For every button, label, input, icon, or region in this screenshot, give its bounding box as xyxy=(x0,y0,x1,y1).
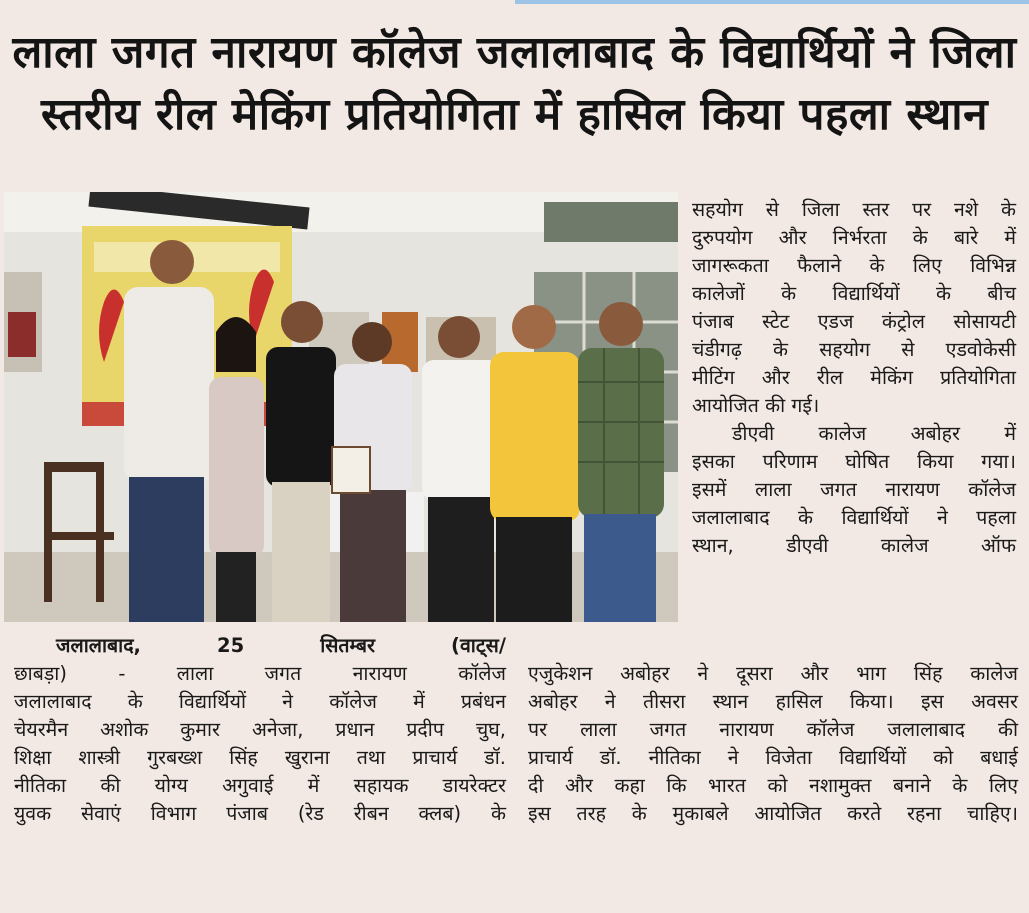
text-line: सहयोग से जिला स्तर पर नशे के xyxy=(692,198,1016,221)
text-line: शिक्षा शास्त्री गुरबख्श सिंह खुराना तथा प्राचार्य डॉ. xyxy=(14,746,506,769)
headline-line-2: स्तरीय रील मेकिंग प्रतियोगिता में हासिल किया पहला स्थान xyxy=(40,89,989,140)
article-paragraph-1 xyxy=(692,196,1016,420)
text-line: मीटिंग और रील मेकिंग प्रतियोगिता xyxy=(692,366,1016,389)
text-line: नीतिका की योग्य अगुवाई में सहायक डायरेक्टर xyxy=(14,774,506,797)
text-line: एजुकेशन अबोहर ने दूसरा और भाग सिंह कालेज xyxy=(528,662,1018,685)
text-line: छाबड़ा) - लाला जगत नारायण कॉलेज xyxy=(14,662,506,685)
text-line: जलालाबाद के विद्यार्थियों ने कॉलेज में प्रबंधन xyxy=(14,690,506,713)
text-line: युवक सेवाएं विभाग पंजाब (रेड रीबन क्लब) के xyxy=(14,802,506,825)
text-line: कालेजों के विद्यार्थियों के बीच xyxy=(692,282,1016,305)
text-line: दुरुपयोग और निर्भरता के बारे में xyxy=(692,226,1016,249)
text-line: पंजाब स्टेट एडज कंट्रोल सोसायटी xyxy=(692,310,1016,333)
text-line: इसका परिणाम घोषित किया गया। xyxy=(692,450,1016,473)
article-column-left-lower xyxy=(14,632,506,828)
text-line: चेयरमैन अशोक कुमार अनेजा, प्रधान प्रदीप चुघ, xyxy=(14,718,506,741)
text-line: इसमें लाला जगत नारायण कॉलेज xyxy=(692,478,1016,501)
article-paragraph-2 xyxy=(692,420,1016,560)
text-line: पर लाला जगत नारायण कॉलेज जलालाबाद की xyxy=(528,718,1018,741)
text-line: अबोहर ने तीसरा स्थान हासिल किया। इस अवसर xyxy=(528,690,1018,713)
text-line: इस तरह के मुकाबले आयोजित करते रहना चाहिए। xyxy=(528,802,1018,825)
text-line: चंडीगढ़ के सहयोग से एडवोकेसी xyxy=(692,338,1016,361)
text-line: जागरूकता फैलाने के लिए विभिन्न xyxy=(692,254,1016,277)
text-line: डीएवी कालेज अबोहर में xyxy=(732,422,1016,445)
article-column-right-lower xyxy=(528,660,1018,828)
dateline: जलालाबाद, 25 सितम्बर (वाट्स/ xyxy=(56,634,506,657)
text-line: आयोजित की गई। xyxy=(692,394,820,417)
text-line: स्थान, डीएवी कालेज ऑफ xyxy=(692,534,1016,557)
article-column-right-upper xyxy=(692,196,1016,560)
text-line: प्राचार्य डॉ. नीतिका ने विजेता विद्यार्थियों को बधाई xyxy=(528,746,1018,769)
text-line: दी और कहा कि भारत को नशामुक्त बनाने के लिए xyxy=(528,774,1018,797)
headline-line-1: लाला जगत नारायण कॉलेज जलालाबाद के विद्यार्थियों ने जिला xyxy=(12,27,1017,78)
text-line: जलालाबाद के विद्यार्थियों ने पहला xyxy=(692,506,1016,529)
news-photo xyxy=(4,192,678,622)
top-rule xyxy=(0,0,1029,4)
headline xyxy=(0,22,1029,146)
